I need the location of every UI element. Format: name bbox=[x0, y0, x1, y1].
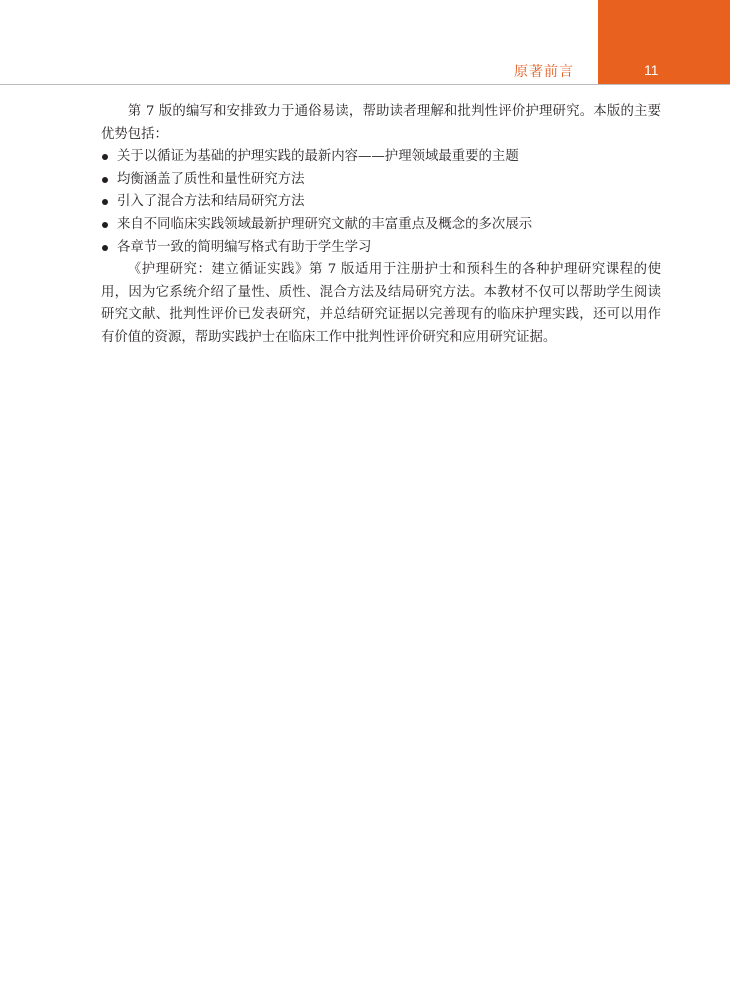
bullet-icon bbox=[102, 199, 108, 205]
section-title: 原著前言 bbox=[514, 64, 574, 80]
list-item bbox=[101, 191, 661, 214]
closing-paragraph: 《护理研究：建立循证实践》第 7 版适用于注册护士和预科生的各种护理研究课程的使用，因为它系统介绍了量性、质性、混合方法及结局研究方法。本教材不仅可以帮助学生阅读研究文献、批判性评价已发表研究，并总结研究证据以完善现有的临床护理实践，还可以用作有价值的资源，帮助实践护士在临床工作中批判性评价研究和应用研究证据。 bbox=[101, 262, 661, 345]
body-text bbox=[101, 101, 661, 350]
list-item bbox=[101, 214, 661, 237]
list-item-text: 均衡涵盖了质性和量性研究方法 bbox=[117, 171, 305, 187]
bullet-icon bbox=[102, 222, 108, 228]
intro-paragraph: 第 7 版的编写和安排致力于通俗易读，帮助读者理解和批判性评价护理研究。本版的主要优势包括： bbox=[101, 104, 661, 142]
advantages-list bbox=[101, 146, 661, 259]
bullet-icon bbox=[102, 177, 108, 183]
list-item-text: 各章节一致的简明编写格式有助于学生学习 bbox=[117, 239, 372, 255]
header-rule bbox=[0, 84, 730, 85]
list-item bbox=[101, 146, 661, 169]
page-number: 11 bbox=[644, 62, 659, 78]
bullet-icon bbox=[102, 154, 108, 160]
bullet-icon bbox=[102, 245, 108, 251]
list-item-text: 引入了混合方法和结局研究方法 bbox=[117, 194, 305, 210]
list-item-text: 关于以循证为基础的护理实践的最新内容——护理领域最重要的主题 bbox=[117, 149, 519, 165]
list-item-text: 来自不同临床实践领域最新护理研究文献的丰富重点及概念的多次展示 bbox=[117, 216, 533, 232]
list-item bbox=[101, 169, 661, 192]
header-accent-block bbox=[598, 0, 730, 85]
list-item bbox=[101, 237, 661, 260]
